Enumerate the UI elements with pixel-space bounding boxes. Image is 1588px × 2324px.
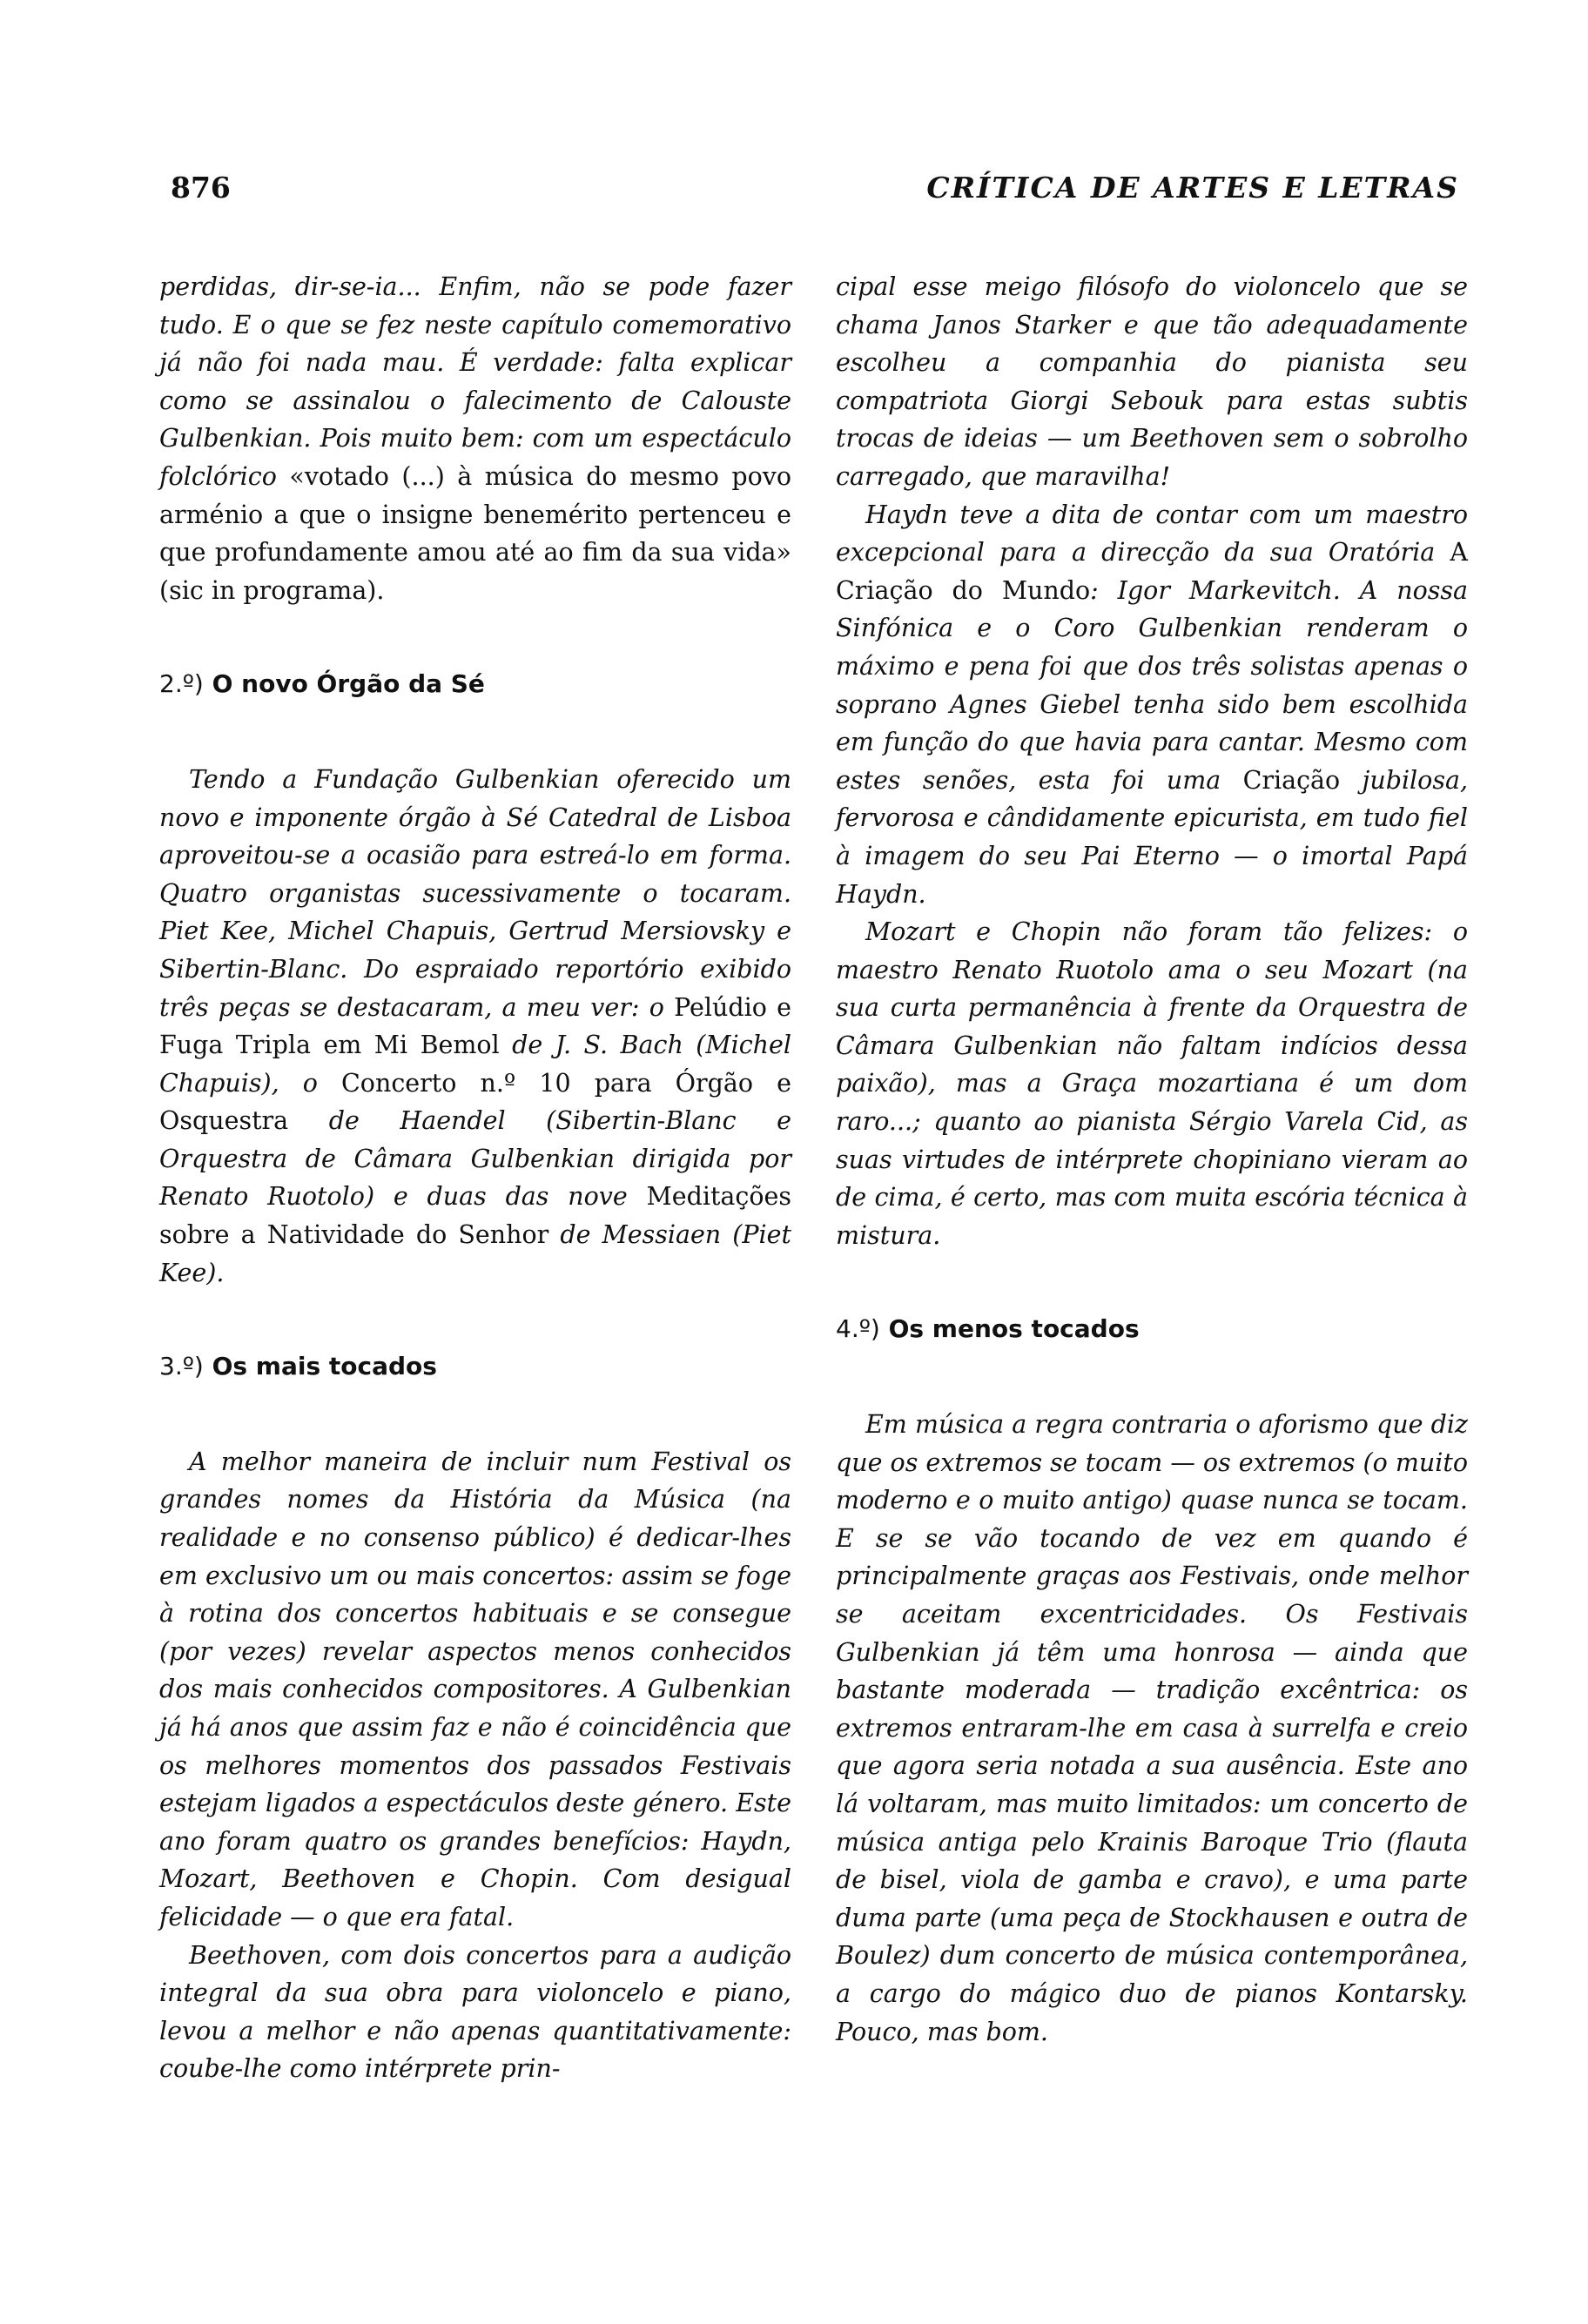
section-heading-2 [159,665,791,703]
paragraph-text: : Igor Markevitch. A nossa Sinfónica e o Coro Gulbenkian renderam o máximo e pena foi que dos três solistas apenas o soprano Agnes Giebel tenha sido bem escolhida em função do que havia para cantar. Mesmo com estes senões, esta foi uma [836,575,1468,795]
section-number: 2.º) [159,669,204,699]
paragraph-text: Tendo a Fundação Gulbenkian oferecido um novo e imponente órgão à Sé Catedral de Lisboa aproveitou-se a ocasião para estreá-lo em forma. Quatro organistas sucessivamente o tocaram. Piet Kee, Michel Chapuis, Gertrud Mersiovsky e Sibertin-Blanc. Do espraiado reportório exibido três peças se destacaram, a meu ver: o [159,764,791,1022]
right-column [836,268,1468,2051]
quoted-programme-text: «votado (...) à música do mesmo povo arménio a que o insigne benemérito pertenceu e que profundamente amou até ao fim da sua vida» (sic in programa). [159,461,791,605]
paragraph-text-italic: perdidas, dir-se-ia... Enfim, não se pode fazer tudo. E o que se fez neste capítulo comemorativo já não foi nada mau. É verdade: falta explicar como se assinalou o falecimento de Calouste Gulbenkian. Pois muito bem: com um espectáculo folclórico [159,272,791,491]
paragraph: Mozart e Chopin não foram tão felizes: o maestro Renato Ruotolo ama o seu Mozart (na sua curta permanência à frente da Orquestra de Câmara Gulbenkian não faltam indícios dessa paixão), mas a Graça mozartiana é um dom raro...; quanto ao pianista Sérgio Varela Cid, as suas virtudes de intérprete chopiniano vieram ao de cima, é certo, mas com muita escória técnica à mistura. [836,917,1468,1250]
spacer [836,1254,1468,1310]
spacer [159,1386,791,1443]
spacer [159,703,791,761]
paragraph-text: de Haendel (Sibertin-Blanc e Orquestra de Câmara Gulbenkian dirigida por Renato Ruotolo) e duas das nove [159,1106,791,1212]
spacer [836,1348,1468,1406]
paragraph-text: jubilosa, fervorosa e cândidamente epicurista, em tudo fiel à imagem do seu Pai Eterno — o imortal Papá Haydn. [836,765,1469,909]
running-title: CRÍTICA DE ARTES E LETRAS [926,171,1459,205]
work-title: Concerto n.º 10 para Órgão e Osquestra [159,1068,791,1136]
paragraph [159,268,791,609]
section-title: Os mais tocados [212,1352,437,1381]
section-heading-3 [159,1347,791,1386]
section-heading-4 [836,1310,1468,1348]
spacer [159,1292,791,1347]
paragraph-text: de J. S. Bach (Michel Chapuis), o [159,1031,792,1098]
paragraph: A melhor maneira de incluir num Festival os grandes nomes da História da Música (na realidade e no consenso público) é dedicar-lhes em exclusivo um ou mais concertos: assim se foge à rotina dos concertos habituais e se consegue (por vezes) revelar aspectos menos conhecidos dos mais conhecidos compositores. A Gulbenkian já há anos que assim faz e não é coincidência que os melhores momentos dos passados Festivais estejam ligados a espectáculos deste género. Este ano foram quatro os grandes benefícios: Haydn, Mozart, Beethoven e Chopin. Com desigual felicidade — o que era fatal. [159,1447,791,1931]
section-title: O novo Órgão da Sé [212,669,485,699]
page-header [171,171,1459,212]
paragraph-text: de Messiaen (Piet Kee). [159,1220,791,1287]
page-number: 876 [171,171,231,205]
left-column [159,268,791,2088]
section-number: 4.º) [836,1314,880,1344]
paragraph: Beethoven, com dois concertos para a audição integral da sua obra para violoncelo e piano, levou a melhor e não apenas quantitativamente: coube-lhe como intérprete prin- [159,1940,791,2084]
work-title: Criação [1242,765,1341,795]
spacer [159,609,791,665]
section-title: Os menos tocados [888,1314,1140,1344]
work-title: Pelúdio e Fuga Tripla em Mi Bemol [159,992,791,1060]
paragraph-text: Haydn teve a dita de contar com um maestro excepcional para a direcção da sua Oratória [836,500,1468,568]
work-title: Meditações sobre a Natividade do Senhor [159,1182,791,1250]
paragraph [159,761,791,1292]
section-number: 3.º) [159,1352,204,1381]
work-title: A Criação do Mundo [836,538,1468,605]
paragraph: Em música a regra contraria o aforismo que diz que os extremos se tocam — os extremos (o muito moderno e o muito antigo) quase nunca se tocam. E se se vão tocando de vez em quando é principalmente graças aos Festivais, onde melhor se aceitam excentricidades. Os Festivais Gulbenkian já têm uma honrosa — ainda que bastante moderada — tradição excêntrica: os extremos entraram-lhe em casa à surrelfa e creio que agora seria notada a sua ausência. Este ano lá voltaram, mas muito limitados: um concerto de música antiga pelo Krainis Baroque Trio (flauta de bisel, viola de gamba e cravo), e uma parte duma parte (uma peça de Stockhausen e outra de Boulez) dum concerto de música contemporânea, a cargo do mágico duo de pianos Kontarsky. Pouco, mas bom. [836,1410,1468,2046]
paragraph [836,496,1468,914]
paragraph: cipal esse meigo filósofo do violoncelo que se chama Janos Starker e que tão adequadamente escolheu a companhia do pianista seu compatriota Giorgi Sebouk para estas subtis trocas de ideias — um Beethoven sem o sobrolho carregado, que maravilha! [836,272,1468,491]
